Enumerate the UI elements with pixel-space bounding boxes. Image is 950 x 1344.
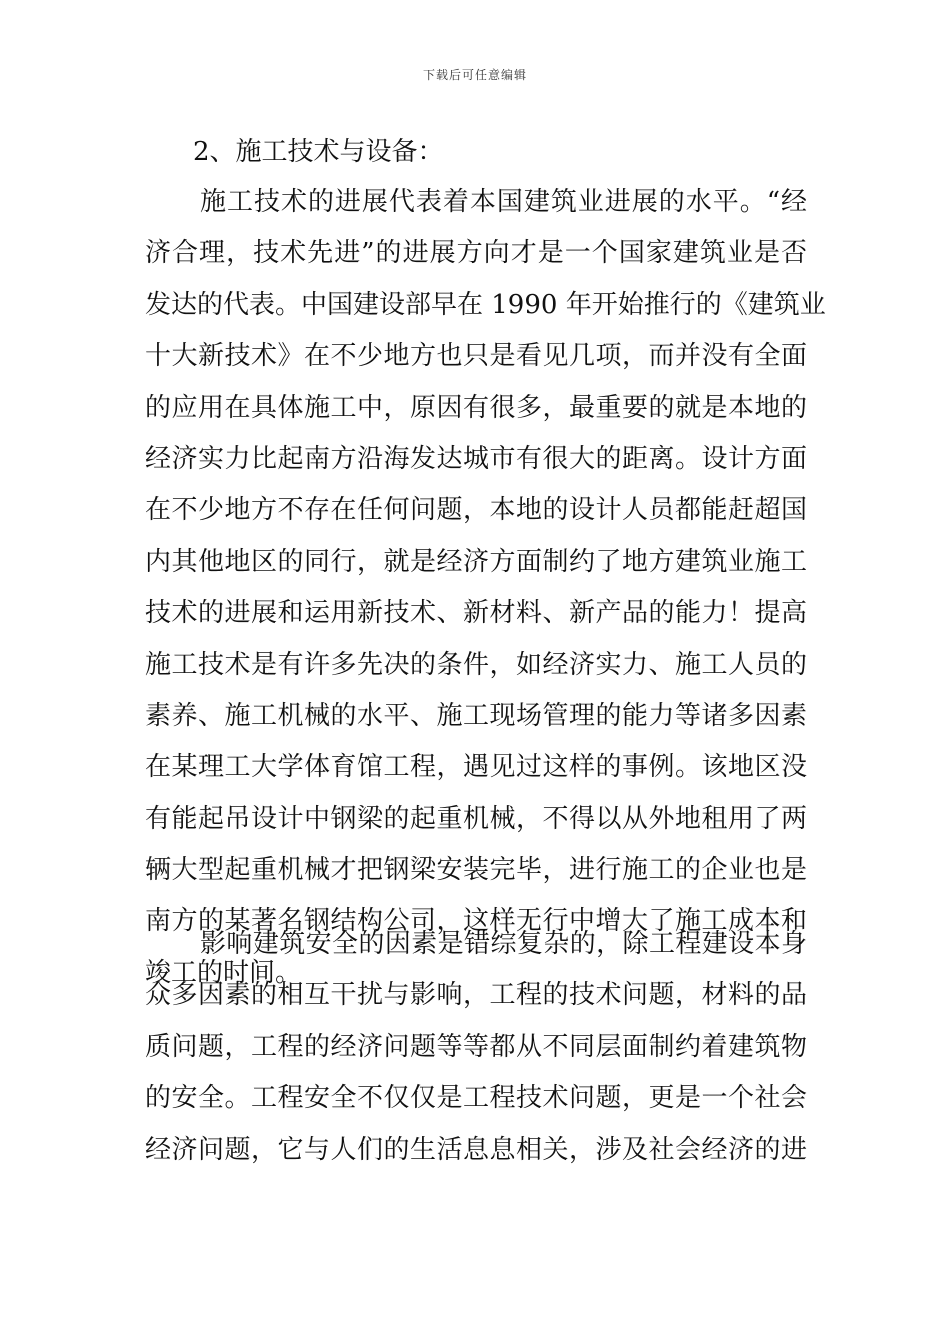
text-line: 施工技术的进展代表着本国建筑业进展的水平。“经 [200, 187, 807, 217]
text-line: 竣工的时间。 [145, 957, 302, 988]
text-line: 的应用在具体施工中，原因有很多，最重要的就是本地的 [145, 392, 807, 423]
text-line: 有能起吊设计中钢梁的起重机械，不得以从外地租用了两 [145, 803, 807, 834]
text-line: 在某理工大学体育馆工程，遇见过这样的事例。该地区没 [145, 752, 807, 783]
text-line: 内其他地区的同行，就是经济方面制约了地方建筑业施工 [145, 546, 807, 577]
text-line: 的安全。工程安全不仅仅是工程技术问题，更是一个社会 [145, 1083, 807, 1114]
text-line: 影响建筑安全的因素是错综复杂的，除工程建设本身 [200, 929, 807, 959]
text-line: 发达的代表。中国建设部早在 1990 年开始推行的《建筑业 [145, 289, 826, 320]
text-line: 十大新技术》在不少地方也只是看见几项，而并没有全面 [145, 341, 807, 372]
text-line: 济合理，技术先进”的进展方向才是一个国家建筑业是否 [145, 238, 807, 269]
text-line: 素养、施工机械的水平、施工现场管理的能力等诸多因素 [145, 700, 807, 731]
text-line: 辆大型起重机械才把钢梁安装完毕，进行施工的企业也是 [145, 855, 807, 886]
page-header-note: 下载后可任意编辑 [422, 68, 527, 82]
text-line: 施工技术是有许多先决的条件，如经济实力、施工人员的 [145, 649, 807, 680]
text-line: 经济实力比起南方沿海发达城市有很大的距离。设计方面 [145, 443, 807, 474]
text-line: 南方的某著名钢结构公司，这样无行中增大了施工成本和 [145, 906, 807, 937]
text-line: 众多因素的相互干扰与影响，工程的技术问题，材料的品 [145, 980, 807, 1011]
text-line: 技术的进展和运用新技术、新材料、新产品的能力！提高 [145, 598, 807, 629]
paragraph-construction-technology [145, 177, 826, 999]
text-line: 经济问题，它与人们的生活息息相关，涉及社会经济的进 [145, 1134, 807, 1165]
section-heading: 2、施工技术与设备： [193, 137, 444, 167]
text-line: 质问题，工程的经济问题等等都从不同层面制约着建筑物 [145, 1031, 807, 1062]
paragraph-building-safety [145, 919, 807, 1176]
text-line: 在不少地方不存在任何问题，本地的设计人员都能赶超国 [145, 495, 807, 526]
